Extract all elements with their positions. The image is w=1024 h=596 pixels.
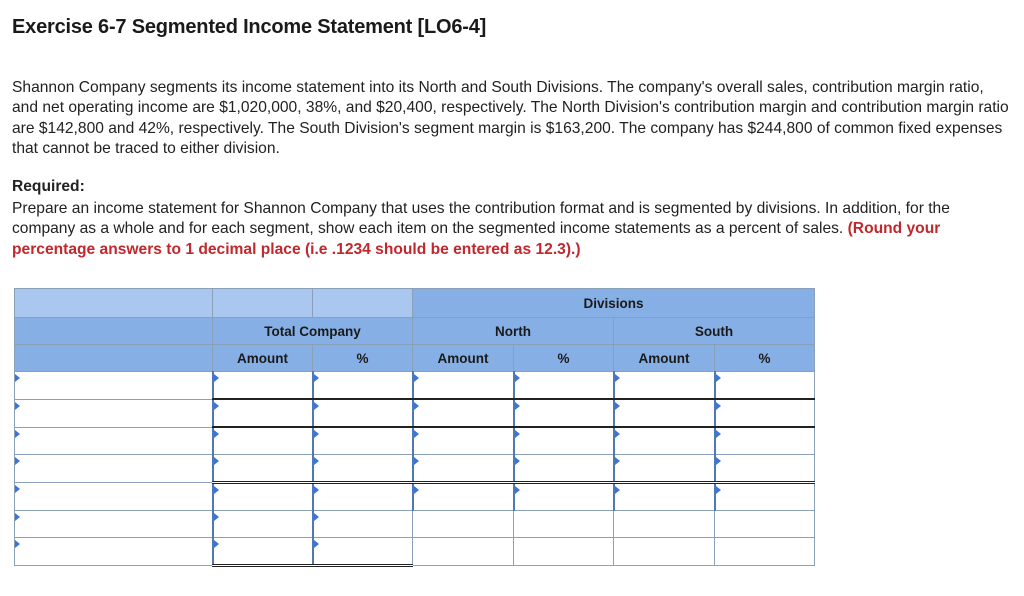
- total-percent-cell[interactable]: [313, 455, 413, 483]
- south-percent-input[interactable]: [716, 484, 815, 510]
- total-amount-input[interactable]: [214, 428, 312, 454]
- north-amount-cell: [413, 511, 514, 538]
- north-amount-cell[interactable]: [413, 483, 514, 511]
- south-percent-cell[interactable]: [715, 399, 815, 427]
- total-company-header: Total Company: [213, 318, 413, 345]
- header-row-divisions: [15, 289, 915, 318]
- south-percent-input[interactable]: [716, 428, 815, 454]
- north-amount-cell[interactable]: [413, 427, 514, 455]
- problem-description: Shannon Company segments its income statement into its North and South Divisions. The company's overall sales, contribution margin ratio, and net operating income are $1,020,000, 38%, and $20,400, respectively. The North Division's contribution margin and contribution margin ratio are $142,800 and 42%, respectively. The South Division's segment margin is $163,200. The company has $244,800 of common fixed expenses that cannot be traced to either division.: [12, 79, 1009, 158]
- header-blank-cell: [15, 345, 213, 372]
- south-percent-cell: [715, 538, 815, 566]
- statement-row: [15, 511, 915, 538]
- statement-row: [15, 427, 915, 455]
- statement-row: [15, 455, 915, 483]
- south-amount-cell[interactable]: [614, 372, 715, 400]
- north-amount-cell[interactable]: [413, 455, 514, 483]
- divisions-header: Divisions: [413, 289, 815, 318]
- north-amount-input[interactable]: [414, 400, 513, 426]
- label-input[interactable]: [15, 511, 212, 537]
- total-amount-cell[interactable]: [213, 538, 313, 566]
- north-percent-cell[interactable]: [514, 372, 614, 400]
- north-amount-input[interactable]: [414, 428, 513, 454]
- south-amount-cell[interactable]: [614, 483, 715, 511]
- south-amount-input[interactable]: [615, 455, 714, 481]
- north-percent-cell[interactable]: [514, 455, 614, 483]
- label-input[interactable]: [15, 372, 212, 399]
- label-input[interactable]: [15, 455, 212, 482]
- total-percent-input[interactable]: [314, 428, 412, 454]
- south-percent-input[interactable]: [716, 400, 815, 426]
- total-percent-input[interactable]: [314, 400, 412, 426]
- rounding-note: (Round your percentage answers to 1 decimal place (i.e .1234 should be entered as 12.3).): [12, 220, 941, 258]
- total-percent-cell[interactable]: [313, 511, 413, 538]
- statement-rows: [15, 372, 915, 566]
- south-amount-header: Amount: [614, 345, 715, 372]
- south-amount-input[interactable]: [615, 372, 714, 398]
- total-percent-cell[interactable]: [313, 427, 413, 455]
- header-blank-cell: [15, 289, 213, 318]
- south-percent-header: %: [715, 345, 815, 372]
- total-amount-input[interactable]: [214, 511, 312, 537]
- south-percent-input[interactable]: [716, 372, 815, 398]
- south-amount-input[interactable]: [615, 400, 714, 426]
- statement-row: [15, 483, 915, 511]
- required-instructions: [12, 199, 1012, 260]
- label-cell[interactable]: [15, 455, 213, 483]
- required-heading: Required:: [12, 178, 85, 195]
- north-percent-header: %: [514, 345, 614, 372]
- north-percent-input[interactable]: [515, 428, 613, 454]
- north-percent-cell[interactable]: [514, 483, 614, 511]
- total-amount-cell[interactable]: [213, 427, 313, 455]
- header-blank-cell: [313, 289, 413, 318]
- north-amount-input[interactable]: [414, 372, 513, 398]
- south-amount-input[interactable]: [615, 428, 714, 454]
- total-amount-cell[interactable]: [213, 483, 313, 511]
- segmented-income-statement-table: [14, 288, 915, 567]
- total-amount-input[interactable]: [214, 538, 312, 564]
- header-row-columns: [15, 345, 915, 372]
- label-cell[interactable]: [15, 483, 213, 511]
- total-amount-header: Amount: [213, 345, 313, 372]
- total-amount-input[interactable]: [214, 455, 312, 481]
- south-percent-cell[interactable]: [715, 372, 815, 400]
- north-percent-cell[interactable]: [514, 399, 614, 427]
- label-cell[interactable]: [15, 511, 213, 538]
- total-amount-cell[interactable]: [213, 372, 313, 400]
- north-amount-cell[interactable]: [413, 399, 514, 427]
- total-amount-cell[interactable]: [213, 511, 313, 538]
- total-percent-cell[interactable]: [313, 538, 413, 566]
- total-amount-input[interactable]: [214, 372, 312, 398]
- north-percent-input[interactable]: [515, 400, 613, 426]
- statement-row: [15, 399, 915, 427]
- south-amount-cell[interactable]: [614, 455, 715, 483]
- north-percent-input[interactable]: [515, 484, 613, 510]
- south-percent-cell[interactable]: [715, 427, 815, 455]
- north-percent-input[interactable]: [515, 372, 613, 398]
- north-amount-cell: [413, 538, 514, 566]
- south-amount-cell[interactable]: [614, 399, 715, 427]
- total-percent-cell[interactable]: [313, 399, 413, 427]
- total-percent-input[interactable]: [314, 372, 412, 398]
- south-amount-cell[interactable]: [614, 427, 715, 455]
- total-percent-cell[interactable]: [313, 372, 413, 400]
- required-text: Prepare an income statement for Shannon Company that uses the contribution format and is segmented by divisions. In addition, for the company as a whole and for each segment, show each item on the segmented income statements as a percent of sales.: [12, 200, 950, 238]
- south-percent-input[interactable]: [716, 455, 815, 481]
- label-input[interactable]: [15, 400, 212, 427]
- total-percent-input[interactable]: [314, 538, 413, 564]
- label-cell[interactable]: [15, 399, 213, 427]
- south-amount-cell: [614, 511, 715, 538]
- total-percent-input[interactable]: [314, 484, 412, 510]
- page-title: Exercise 6-7 Segmented Income Statement [LO6-4]: [12, 16, 487, 38]
- north-header: North: [413, 318, 614, 345]
- north-percent-cell: [514, 511, 614, 538]
- south-percent-cell: [715, 511, 815, 538]
- total-percent-cell[interactable]: [313, 483, 413, 511]
- label-cell[interactable]: [15, 372, 213, 400]
- total-percent-input[interactable]: [314, 455, 412, 481]
- south-header: South: [614, 318, 815, 345]
- total-amount-input[interactable]: [214, 400, 312, 426]
- total-percent-input[interactable]: [314, 511, 413, 537]
- south-amount-input[interactable]: [615, 484, 714, 510]
- header-row-segments: [15, 318, 915, 345]
- south-percent-cell[interactable]: [715, 455, 815, 483]
- header-blank-cell: [213, 289, 313, 318]
- south-percent-cell[interactable]: [715, 483, 815, 511]
- total-amount-input[interactable]: [214, 484, 312, 510]
- total-amount-cell[interactable]: [213, 455, 313, 483]
- north-percent-cell[interactable]: [514, 427, 614, 455]
- south-amount-cell: [614, 538, 715, 566]
- north-percent-cell: [514, 538, 614, 566]
- header-blank-cell: [15, 318, 213, 345]
- north-percent-input[interactable]: [515, 455, 613, 481]
- statement-row: [15, 538, 915, 566]
- label-cell[interactable]: [15, 427, 213, 455]
- north-amount-cell[interactable]: [413, 372, 514, 400]
- total-amount-cell[interactable]: [213, 399, 313, 427]
- label-cell[interactable]: [15, 538, 213, 566]
- label-input[interactable]: [15, 483, 212, 510]
- north-amount-input[interactable]: [414, 455, 513, 481]
- north-amount-header: Amount: [413, 345, 514, 372]
- label-input[interactable]: [15, 428, 212, 455]
- total-percent-header: %: [313, 345, 413, 372]
- statement-row: [15, 372, 915, 400]
- label-input[interactable]: [15, 538, 212, 565]
- north-amount-input[interactable]: [414, 484, 513, 510]
